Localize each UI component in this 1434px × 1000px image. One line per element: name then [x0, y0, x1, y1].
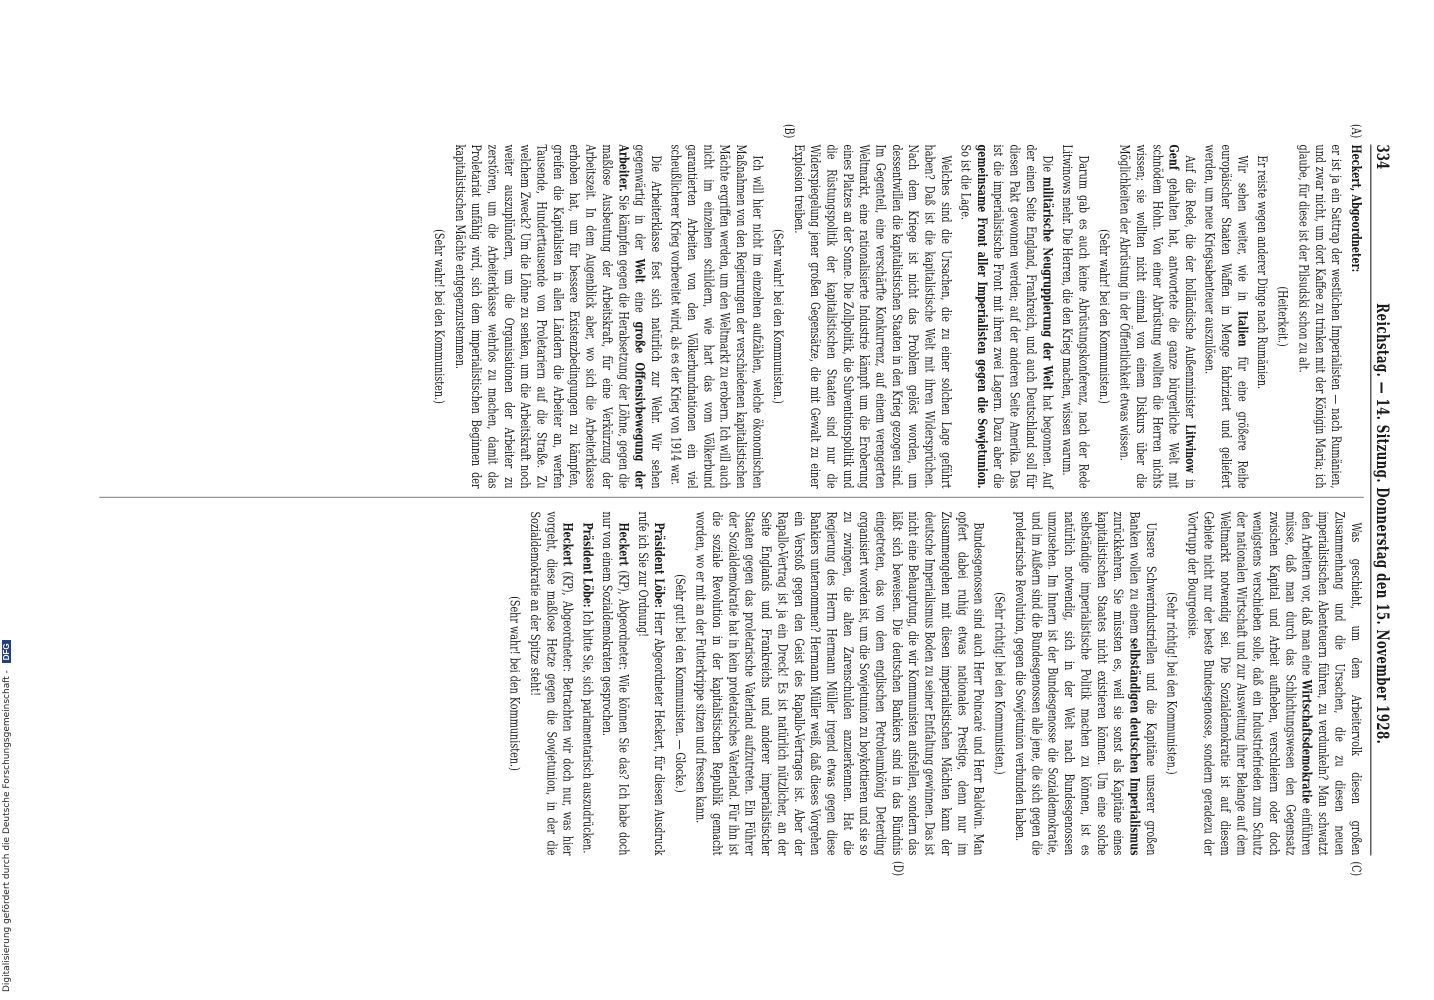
- right-column: [99, 511, 1364, 877]
- text-run: So ist die Lage.: [958, 144, 974, 220]
- paragraph: Er reiste wegen anderer Dinge nach Rumänien.: [1254, 155, 1270, 390]
- speaker-name: Präsident Löbe:: [651, 522, 668, 608]
- text-run: eine: [632, 283, 648, 322]
- text-run: Auf die Rede, die der holländische Außenminister: [1182, 155, 1199, 425]
- bold-run: Litwinow: [1182, 424, 1199, 473]
- margin-mark-c: (C): [1348, 861, 1364, 877]
- paragraph: [1116, 144, 1198, 488]
- text-run: gehalten hat, antwortete die ganze bürgerliche Welt mit schnödem Hohn. Von einer Abrüstung wollten die Herren nichts wissen; sie wollten nicht einmal von einem Diskurs über die Möglichkeiten der Abrüstung in der Öffentlichkeit etwas wissen.: [1117, 144, 1182, 489]
- text-run: zurückkehren. Sie müssten es, weil sie sonst als Kapitäne eines kapitalistischen Staates nicht existieren können. Um eine solche selbständige imperialistische Politik machen zu können, ist es natürlich notwendig, sich in der Welt nach Bundesgenossen umzusehen. Im Innern ist der Bundesgenosse die Sozialdemokratie, und im Außern sind die Bundesgenossen alle jene, die sich gegen die proletarische Revolution, gegen die Sowjetunion verbunden haben.: [1012, 511, 1127, 856]
- bold-run: Welt: [632, 258, 648, 284]
- text-run: Was geschieht, um dem Arbeitervolk diesen großen Zusammenhang und die Ursachen, die zu diesen neuen imperialistischen Abenteuern führen, zu verdunkeln? Man schwatzt den Arbeitern vor, daß man eine: [1299, 511, 1364, 856]
- running-head: Reichstag. — 14. Sitzung. Donnerstag den 15. November 1928.: [1372, 303, 1393, 745]
- printed-page: [38, 121, 1411, 879]
- margin-mark-b: (B): [781, 123, 797, 139]
- bold-run: Italien: [1235, 311, 1251, 347]
- paragraph: Bundesgenossen sind auch Herr Poincaré und Herr Baldwin. Man opfert dabei ruhig etwas nationales Prestige, denn nur im Zusammengehen mit diesen imperialistischen Mächten kann der deutsche Imperialismus Boden zu seiner Entfaltung gewinnen. Das ist nicht eine Behauptung, die wir Kommunisten aufstellen, sondern das läßt sich beweisen. Die deutschen Bankiers sind in das Bündnis eingetreten, das von dem englischen Petroleumkönig Deterding organisiert worden ist, um die Sowjetunion zu boykottieren und sie so zu zwingen, die alten Zarenschulden anzuerkennen. Hat die Regierung des Herrn Hermann Müller irgend etwas gegen diese Bankiers unternommen? Hermann Müller weiß, daß dieses Vorgehen ein Verstoß gegen den Geist des Rapallo-Vertrages ist. Aber der Rapallo-Vertrag ist ja ein Dreck! Es ist natürlich nützlicher, an der Seite Englands und Frankreichs und anderer imperialistischer Staaten gegen das proletarische Vaterland aufzutreten. Ein Führer der Sozialdemokratie hat in kein proletarisches Vaterland. Für ihn ist die soziale Revolution in der kapitalistischen Republik gemacht worden, wo er mit an der Futterkrippe sitzen und fressen kann.: [693, 511, 987, 856]
- interjection: (Sehr wahr! bei den Kommunisten.): [770, 229, 787, 404]
- text-run: (KP), Abgeordneter: Wie können Sie das? Ich habe doch nur von einem Sozialdemokraten gesprochen.: [599, 511, 632, 856]
- paragraph: [599, 511, 632, 855]
- speaker-name: Heckert: [616, 522, 632, 566]
- bold-run: militärische Neugruppierung der Welt: [1040, 177, 1056, 390]
- text-run: Sie kämpfen gegen die Herabsetzung der Löhne, gegen die maßlose Ausbeutung der Arbeitskraft, für eine Verkürzung der Arbeitszeit. In dem Augenblick aber, wo sich die Arbeiterklasse erhoben hat, um für bessere Existenzbedingungen zu kämpfen, greifen die Kapitalisten in allen Ländern die Arbeiter an, werfen Tausende, Hunderttausende von Proletariern auf die Straße. Zu welchem Zweck? Um die Löhne zu senken, um die Arbeitskraft noch weiter auszuplündern, um die Organisationen der Arbeiter zu zerstören, um die Arbeiterklasse wehrlos zu machen, damit das Proletariat unfähig wird, sich dem imperialistischen Beginnen der kapitalistischen Mächte entgegenzustemmen.: [452, 144, 632, 489]
- paragraph: [451, 144, 664, 488]
- paragraph: [1012, 511, 1159, 855]
- text-columns: [99, 123, 1364, 877]
- paragraph: [1201, 144, 1250, 488]
- text-run: Unsere Schwerindustriellen und die Kapitäne unserer großen Banken wollen zu einem: [1127, 511, 1159, 856]
- page-number: 334: [1372, 144, 1393, 170]
- bold-run: Wirtschaftsdemokratie: [1299, 679, 1315, 804]
- paragraph: Welches sind die Ursachen, die zu einer solchen Lage geführt haben? Daß ist die kapitalistische Welt mit ihren Widersprüchen. Nach dem Kriege ist nicht das Problem gelöst worden, um dessentwillen die kapitalistischen Staaten in den Krieg gezogen sind. Im Gegenteil, eine verschärfte Konkurrenz, auf einem verengerten Weltmarkt, eine rationalisierte Industrie kämpft um die Eroberung eines Platzes an der Sonne. Die Zollpolitik, die Subventionspolitik und die Rüstungspolitik der kapitalistischen Staaten sind nur die Widerspiegelung jener großen Gegensätze, die mit Gewalt zu einer Explosion treiben.: [791, 144, 954, 489]
- page-header: [1370, 144, 1393, 855]
- dfg-logo: DFG: [2, 640, 11, 663]
- text-run: hat begonnen. Auf der einen Seite England, Frankreich, und auch Deutschland soll für diesen Pakt gewonnen werden; auf der anderen Seite Amerika. Das ist die imperialistische Front mit ihren zwei Lagern. Dazu aber die: [990, 144, 1056, 489]
- speaker-name: Heckert, Abgeordneter:: [1348, 144, 1364, 273]
- text-run: Herr Abgeordneter Heckert, für diesen Ausdruck rufe ich Sie zur Ordnung!: [635, 511, 668, 856]
- interjection: (Sehr wahr! bei den Kommunisten.): [431, 229, 448, 404]
- margin-mark-d: (D): [890, 861, 906, 877]
- text-run: Die Arbeiterklasse fest sich natürlich zur Wehr. Wir sehen gegenwärtig in der: [632, 144, 664, 489]
- paragraph: Ich will hier nicht im einzelnen aufzählen, welche ökonomischen Maßnahmen von den Regierungen der verschiedenen kapitalistischen Mächte ergriffen werden, um den Weltmarkt zu erobern. Ich will auch nicht im einzelnen schildern, wie hart das vom Völkerbund garantierten Arbeiten von den Völkerbundnationen ein viel scheußlicherer Krieg vorbereitet wird, als es der Krieg von 1914 war.: [668, 144, 766, 489]
- paragraph: er ist ja ein Sattrap der westlichen Imperialisten — nach Rumänien, und zwar nicht, um dort Kaffee zu trinken mit der Königin Maria; ich glaube, für diese ist der Pilsudski schon zu alt.: [1296, 144, 1345, 489]
- interjection: (Heiterkeit.): [1275, 286, 1291, 347]
- interjection: (Sehr richtig! bei den Kommunisten.): [1164, 592, 1180, 775]
- margin-mark-a: (A): [1348, 123, 1364, 139]
- interjection: (Sehr gut! bei den Kommunisten. — Glocke.): [672, 574, 688, 793]
- text-run: (KP), Abgeordneter: Betrachten wir doch nur, was hier vorgeht, diese maßlose Hetze gegen die Sowjetunion, in der die Sozialdemokratie an der Spitze steht!: [527, 511, 576, 856]
- interjection: (Sehr richtig! bei den Kommunisten.): [992, 592, 1008, 775]
- paragraph: [957, 144, 1055, 488]
- text-run: Ich bitte Sie, sich parlamentarisch auszudrücken.: [580, 607, 596, 854]
- speaker-line: [1347, 144, 1363, 488]
- digitization-credit: [0, 0, 14, 1000]
- credit-label: Digitalisierung gefördert durch die Deutsche Forschungsgemeinschaft -: [2, 670, 12, 992]
- paragraph: [635, 511, 668, 855]
- text-run: Wir sehen weiter, wie in: [1235, 155, 1251, 312]
- text-run: für eine größere Reihe europäischer Staaten Waffen in Menge fabriziert und geliefert werden, um neue Kriegsabenteuer auszulösen.: [1202, 144, 1251, 489]
- interjection: (Sehr wahr! bei den Kommunisten.): [1096, 229, 1112, 404]
- paragraph: Darum gab es auch keine Abrüstungskonferenz, nach der Rede Litwinows mehr. Die Herren, die den Krieg machen, wissen warum.: [1059, 144, 1092, 489]
- left-column: [99, 123, 1364, 497]
- text-run: Die: [1040, 155, 1056, 178]
- text-run: einführen müsse, daß man durch das Schlichtungswesen den Gegensatz zwischen Kapital und Arbeit aufheben, verschleiern oder doch wenigstens verschieben solle, daß ein Industriefrieden zum Schutz der nationalen Wirtschaft und zur Ausweitung ihrer Belange auf dem Weltmarkt notwendig sei. Die Sozialdemokratie ist auf diesem Gebiete nicht nur der beste Bundesgenosse, sondern geradezu der Vortrupp der Bourgeoisie.: [1184, 511, 1315, 856]
- paragraph: [527, 511, 576, 855]
- speaker-name: Heckert: [560, 522, 576, 566]
- speaker-name: Präsident Löbe:: [580, 522, 596, 608]
- bold-run: selbständigen deutschen Imperialismus: [1127, 637, 1143, 856]
- text-run: in: [1182, 472, 1199, 489]
- bold-run: Genf: [1166, 144, 1182, 171]
- interjection: (Sehr wahr! bei den Kommunisten.): [507, 596, 523, 771]
- paragraph: [1184, 511, 1364, 855]
- bold-run: große Offensivbewegung der Arbeiter.: [616, 144, 648, 489]
- paragraph: [579, 511, 595, 855]
- credit-text: [2, 640, 12, 992]
- bold-run: gemeinsame Front aller Imperialisten gegen die Sowjetunion.: [974, 144, 990, 489]
- scanned-page-frame: [16, 0, 1434, 1000]
